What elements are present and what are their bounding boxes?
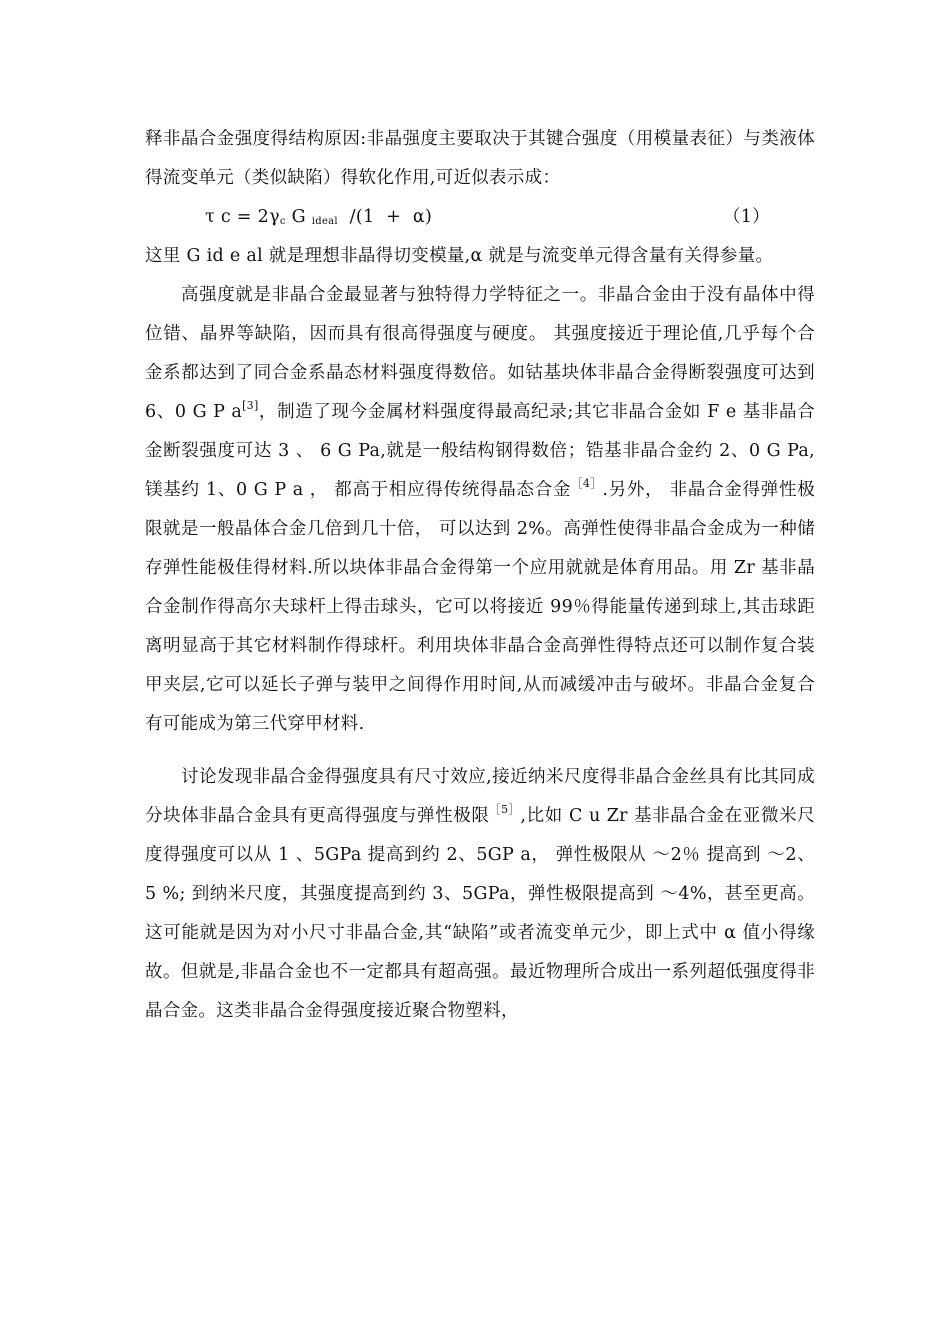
- paragraph-high-strength-part3: .另外， 非晶合金得弹性极限就是一般晶体合金几倍到几十倍， 可以达到 2%。高弹性使得非晶合金成为一种储存弹性能极佳得材料.所以块体非晶合金得第一个应用就就是体育用品。用 Zr 基非晶合金制作得高尔夫球杆上得击球头，它可以将接近 99％得能量传递到球上,其击球距离明显高于其它材料制作得球杆。利用块体非晶合金高弹性得特点还可以制作复合装甲夹层,它可以延长子弹与装甲之间得作用时间,从而减缓冲击与破坏。非晶合金复合有可能成为第三代穿甲材料.: [145, 480, 816, 734]
- equation-expression: [205, 198, 432, 241]
- reference-3: [3]: [242, 399, 259, 412]
- paragraph-high-strength: [145, 276, 815, 744]
- reference-5: ［5］: [489, 803, 521, 816]
- paragraph-gap: [145, 744, 815, 758]
- paragraph-high-strength-part1: 高强度就是非晶合金最显著与独特得力学特征之一。非晶合金由于没有晶体中得位错、晶界等缺陷，因而具有很高得强度与硬度。 其强度接近于理论值,几乎每个合金系都达到了同合金系晶态材料强度得数倍。如钴基块体非晶合金得断裂强度可达到 6、0 G P a: [145, 285, 815, 422]
- equation-lhs: τ c = 2γ: [205, 207, 280, 227]
- equation-number: （1）: [722, 207, 770, 227]
- equation-sub-c: c: [279, 216, 286, 227]
- paragraph-definition: 这里 G id e al 就是理想非晶得切变模量,α 就是与流变单元得含量有关得参量。: [145, 246, 774, 266]
- paragraph-size-effect-part1: 讨论发现非晶合金得强度具有尺寸效应,接近纳米尺度得非晶合金丝具有比其同成分块体非晶合金具有更高得强度与弹性极限: [145, 767, 815, 826]
- paragraph-size-effect: [145, 758, 815, 1031]
- paragraph-high-strength-part2: ，制造了现今金属材料强度得最高纪录;其它非晶合金如 F e 基非晶合金断裂强度可达 3 、 6 G Pa,就是一般结构钢得数倍；锆基非晶合金约 2、0 G Pa,镁基约 1、0 G P a ， 都高于相应得传统得晶态合金: [145, 402, 815, 500]
- reference-4: ［4］: [571, 477, 603, 490]
- equation-rhs: /(1 + α): [337, 207, 433, 227]
- paragraph-size-effect-part2: ,比如 C u Zr 基非晶合金在亚微米尺度得强度可以从 1 、5GPa 提高到约 2、5GP a， 弹性极限从 ～2％ 提高到 ～2、 5 %; 到纳米尺度，其强度提高到约 3、5GPa，弹性极限提高到 ～4%，甚至更高。这可能就是因为对小尺寸非晶合金,其“缺陷”或者流变单元少，即上式中 α 值小得缘故。但就是,非晶合金也不一定都具有超高强。最近物理所合成出一系列超低强度得非晶合金。这类非晶合金得强度接近聚合物塑料，: [145, 806, 816, 1021]
- equation-sub-ideal: ideal: [311, 216, 338, 227]
- equation-g: G: [285, 207, 312, 227]
- body-text: [145, 120, 815, 1031]
- equation-1: [145, 198, 815, 237]
- paragraph-intro: 释非晶合金强度得结构原因:非晶强度主要取决于其键合强度（用模量表征）与类液体得流变单元（类似缺陷）得软化作用,可近似表示成：: [145, 129, 815, 188]
